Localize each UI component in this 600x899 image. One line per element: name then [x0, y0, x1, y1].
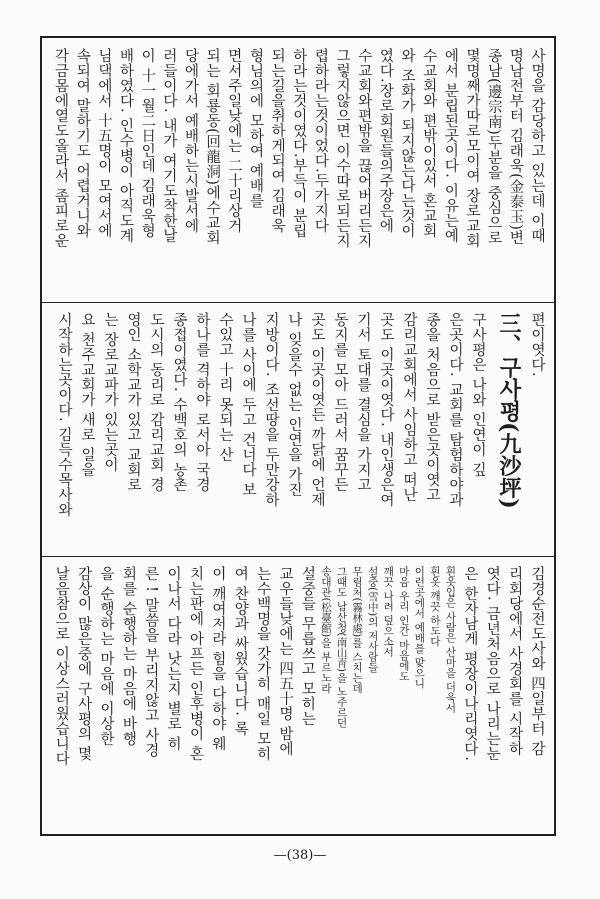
text-column: 수있고 十리 못되는 산: [217, 312, 233, 463]
text-column: 영인 소학교가 있고 교회로: [125, 312, 141, 493]
text-column: 그렇지않으면 이수따로되든지: [334, 48, 351, 249]
text-column: 종을 처음으로 받은곳이엿고: [424, 312, 440, 503]
text-column: 면서주일낮에는 二十리상거: [225, 48, 242, 234]
text-column: 나 잊을수 없는 인연을 가진: [286, 312, 302, 498]
text-column: 날음참으로 이상스러웠습니다: [53, 566, 70, 767]
text-column: 렵하라는것이었다.두가지다: [312, 48, 329, 234]
text-column: 을 순행하는 마음에 이상한: [98, 566, 115, 747]
text-column: 지방이다. 조선땅을 두만강하: [263, 312, 279, 508]
text-column: 하라는것이였다.부득이 분립: [290, 48, 307, 239]
text-column: 나를 사이에 두고 건너다 보: [240, 312, 256, 498]
text-column: 동지를 모아 드러서 꿈꾸든: [332, 312, 348, 493]
section-2-text: [50, 312, 548, 550]
text-column: 기서 토대를 결심을 가지고: [355, 312, 371, 493]
text-column: 속되여 말하기도 어렵거니와: [74, 48, 91, 239]
text-column: 당에가서 예배하는시발서에: [182, 48, 199, 234]
text-column: 른 ! 말씀을 부리지않고 사경: [142, 566, 159, 758]
text-column: 깨끗 나려 덮으소서: [382, 566, 395, 657]
text-column: 그때도 남산청(南山靑)을 노주르던: [335, 566, 348, 728]
text-column: 요 천주교회가 새로 일을: [79, 312, 95, 478]
text-column: 김경순전도사와 四일부터 감: [529, 566, 545, 757]
text-column: 님댁에서 十五명이 모여서에: [95, 48, 112, 239]
text-column: 흰옷입은 사람은 산마을 더욱서: [444, 566, 457, 713]
text-column: 각금몸에열도올라서 좀피로운: [52, 48, 69, 249]
text-column: 설중(雪中)의 저사람들: [366, 566, 379, 673]
section-divider-1: [40, 302, 556, 303]
text-column: 이 깨여저라 힘을 다하야 웨: [209, 566, 226, 752]
text-column: 마음 우리 인간 마음에도: [397, 566, 410, 682]
text-column: 와 조화가 되지않는다는것이: [399, 48, 416, 239]
text-column: 구사평은 나와 인연이 깊: [470, 312, 486, 478]
text-column: 는수백명을 갓가히 매일 모히: [254, 566, 271, 762]
text-column: 되는 회룡동(回龍洞)에수교회: [204, 48, 221, 246]
text-column: 감상이 많은중에 구사평의 몇: [75, 566, 92, 762]
text-column: 수교회와 편밖이있서 혼교회: [420, 48, 437, 239]
text-column: 하나를 격하야 로서아 국경: [194, 312, 210, 493]
text-column: 이 十一월二日인데 김래욱형: [139, 48, 156, 239]
text-column: 몇명째가따로모이여 장로교회: [464, 48, 481, 249]
text-column: 명남전부터 김래욱(金泰玉)변: [507, 48, 524, 246]
text-column: 치는판에 아프든 인후병이 혼: [187, 566, 204, 762]
page-number: —(38)—: [273, 848, 327, 863]
text-column: 시작하는곳이다. 김득수목사와: [56, 312, 72, 518]
text-column: 도시의 동리로 감리교회 경: [148, 312, 164, 493]
text-column: 은 한자남게 평장이나리엿다.: [461, 566, 478, 762]
text-column: 에서 분립된곳이다. 이유는예: [442, 48, 459, 244]
text-column: 종접이였다. 수백호의 농촌: [171, 312, 187, 493]
text-column: 배하였다. 인수병이 아직도계: [117, 48, 134, 244]
text-column: 교우들낮에는 四五十명 밤에: [277, 566, 294, 757]
text-column: 여 찬양과 싸웠습니다. 록: [232, 566, 249, 737]
text-column: 리회당에서 사경회를 시작하: [506, 566, 523, 757]
text-column: 감리교회에서 사임하고 떠난: [401, 312, 417, 503]
text-column: 였다.장로회원들의주장은에: [377, 48, 394, 234]
text-column: 무림처(霧林處)를 스치는데: [351, 566, 364, 694]
text-column: 흰옷 깨끗 하도다: [428, 566, 441, 647]
text-column: 되는길을취하게되여 김래욱: [269, 48, 286, 234]
text-column: 수교회와편밖을 끊어버리든지: [355, 48, 372, 249]
text-column: 엿다. 금년처음으로 나리는눈: [484, 566, 501, 762]
text-column: 는 장로교파가 있는곳이: [102, 312, 118, 473]
text-column: 형님의에 모하여 예배를: [247, 48, 264, 209]
text-column: 곳도 이곳이엿든 까닭에 언제: [309, 312, 325, 508]
text-column: 종남(邊宗南)두분을 중심으로: [485, 48, 502, 246]
text-column: 곳도 이곳이엿다. 내인생은여: [378, 312, 394, 508]
section-heading: 三、구사평(九沙坪): [496, 312, 522, 509]
text-column: 이나서 다라 낫는지 별로 히: [165, 566, 182, 752]
text-column: 송대관(松臺館)을 부르노라: [320, 566, 332, 694]
text-column: 은곳이다. 교회를 탐험하야과: [447, 312, 463, 508]
text-column: 편이엿다.: [529, 312, 545, 378]
text-column: 러들이다. 내가 여기도착한날: [160, 48, 177, 244]
section-3-text: [50, 566, 548, 828]
text-column: 회를 순행하는 마음에 바행: [120, 566, 137, 747]
text-column: 이런곳에서 예배를 맞으니: [413, 566, 426, 689]
text-column: 사명을 감당하고 있는데 이때: [529, 48, 545, 244]
text-column: 설중들 무릅쓰고 모히는: [299, 566, 316, 727]
section-1-text: [50, 48, 548, 298]
section-divider-2: [40, 556, 556, 557]
